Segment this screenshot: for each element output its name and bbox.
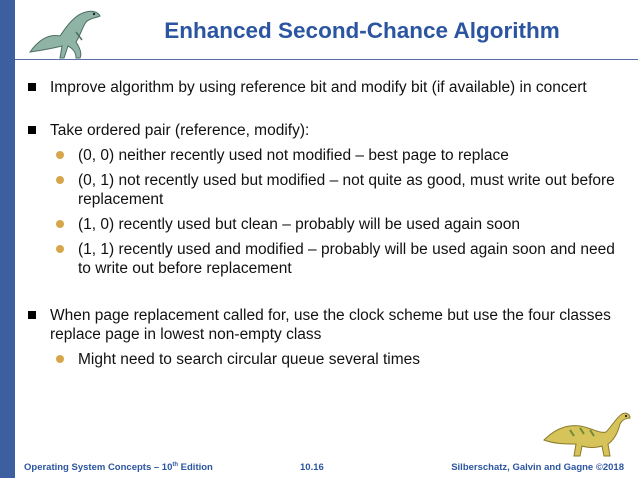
slide-title: Enhanced Second-Chance Algorithm [164, 18, 560, 43]
subbullet-text: (0, 0) neither recently used not modified – best page to replace [78, 147, 509, 164]
dot-bullet-icon [56, 220, 64, 228]
dot-bullet-icon [56, 355, 64, 363]
subbullet-item [26, 240, 626, 278]
bullet-text: Take ordered pair (reference, modify): [50, 122, 310, 139]
subbullet-text: (0, 1) not recently used but modified – not quite as good, must write out before replacement [78, 172, 615, 208]
dot-bullet-icon [56, 176, 64, 184]
subbullet-item [26, 171, 626, 209]
dot-bullet-icon [56, 245, 64, 253]
square-bullet-icon [28, 311, 36, 319]
footer-page-number: 10.16 [300, 462, 324, 473]
slide-content [26, 78, 626, 369]
bullet-item [26, 78, 626, 97]
subbullet-item [26, 215, 626, 234]
left-accent-bar [0, 0, 15, 478]
dinosaur-logo-top-icon [20, 4, 110, 60]
square-bullet-icon [28, 83, 36, 91]
dinosaur-logo-bottom-icon [540, 400, 634, 458]
bullet-item [26, 121, 626, 140]
bullet-text: Improve algorithm by using reference bit and modify bit (if available) in concert [50, 79, 587, 96]
subbullet-text: (1, 0) recently used but clean – probably will be used again soon [78, 216, 521, 233]
footer-copyright: Silberschatz, Galvin and Gagne ©2018 [451, 462, 624, 473]
bullet-text: When page replacement called for, use the clock scheme but use the four classes replace page in lowest non-empty class [50, 307, 611, 343]
square-bullet-icon [28, 126, 36, 134]
title-divider [15, 59, 638, 60]
subbullet-text: (1, 1) recently used and modified – probably will be used again soon and need to write out before replacement [78, 241, 615, 277]
subbullet-item [26, 146, 626, 165]
subbullet-text: Might need to search circular queue several times [78, 351, 421, 368]
footer-book-title: Operating System Concepts – 10th Edition [24, 462, 213, 474]
bullet-item [26, 306, 626, 344]
subbullet-item [26, 350, 626, 369]
dot-bullet-icon [56, 151, 64, 159]
